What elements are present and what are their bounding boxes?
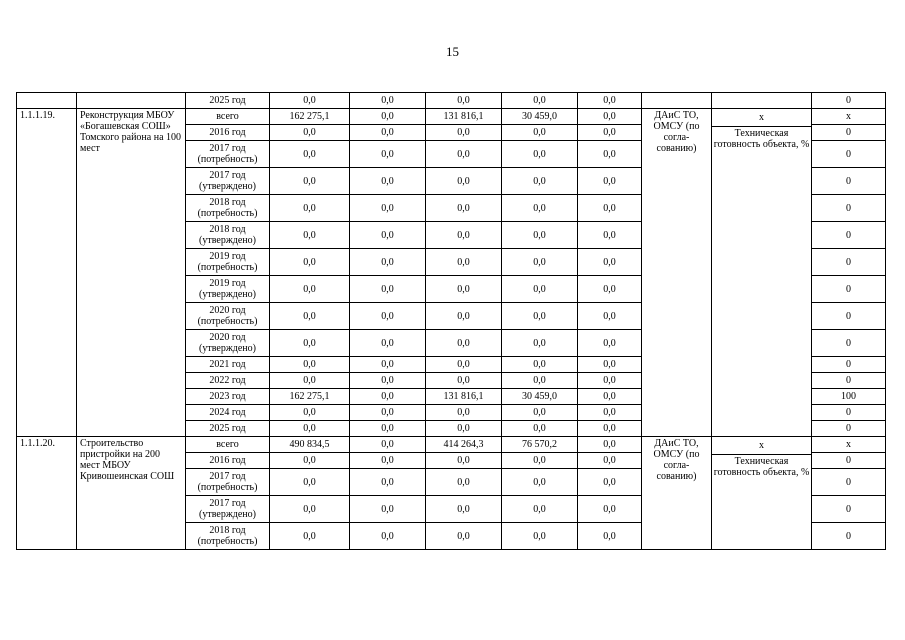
value-cell: 0,0 — [578, 330, 642, 357]
value-cell: 0,0 — [350, 421, 426, 437]
executor-cell-empty — [642, 93, 712, 109]
year-cell: 2017 год (потребность) — [186, 469, 270, 496]
value-cell: 0,0 — [426, 195, 502, 222]
indicator-value-cell: 0 — [812, 249, 886, 276]
value-cell: 0,0 — [350, 389, 426, 405]
value-cell: 30 459,0 — [502, 389, 578, 405]
indicator-value-cell: 0 — [812, 222, 886, 249]
value-cell: 0,0 — [502, 168, 578, 195]
value-cell: 0,0 — [502, 453, 578, 469]
value-cell: 0,0 — [350, 168, 426, 195]
value-cell: 0,0 — [270, 303, 350, 330]
indicator-value-cell: 0 — [812, 373, 886, 389]
value-cell: 0,0 — [426, 125, 502, 141]
year-cell: 2016 год — [186, 125, 270, 141]
value-cell: 0,0 — [270, 523, 350, 550]
project-code: 1.1.1.19. — [17, 109, 77, 437]
page-number: 15 — [446, 44, 459, 59]
table-row — [17, 437, 886, 453]
value-cell: 0,0 — [578, 141, 642, 168]
year-cell: всего — [186, 437, 270, 453]
value-cell: 0,0 — [350, 249, 426, 276]
value-cell: 0,0 — [426, 276, 502, 303]
value-cell: 0,0 — [502, 93, 578, 109]
value-cell: 0,0 — [270, 195, 350, 222]
indicator-x-mark: х — [712, 109, 811, 127]
value-cell: 0,0 — [502, 496, 578, 523]
value-cell: 0,0 — [426, 523, 502, 550]
value-cell: 0,0 — [270, 469, 350, 496]
value-cell: 490 834,5 — [270, 437, 350, 453]
indicator-value-cell: 0 — [812, 303, 886, 330]
value-cell: 0,0 — [350, 93, 426, 109]
value-cell: 0,0 — [350, 523, 426, 550]
value-cell: 0,0 — [426, 222, 502, 249]
value-cell: 0,0 — [502, 276, 578, 303]
indicator-value-cell: 0 — [812, 421, 886, 437]
value-cell: 0,0 — [502, 373, 578, 389]
value-cell: 0,0 — [350, 496, 426, 523]
value-cell: 0,0 — [270, 93, 350, 109]
indicator-cell-empty — [712, 93, 812, 109]
value-cell: 0,0 — [350, 405, 426, 421]
value-cell: 0,0 — [578, 405, 642, 421]
value-cell: 0,0 — [578, 496, 642, 523]
value-cell: 0,0 — [350, 276, 426, 303]
value-cell: 0,0 — [502, 330, 578, 357]
value-cell: 0,0 — [502, 222, 578, 249]
indicator-value-cell: 100 — [812, 389, 886, 405]
year-cell: всего — [186, 109, 270, 125]
value-cell: 0,0 — [350, 453, 426, 469]
value-cell: 0,0 — [270, 249, 350, 276]
year-cell: 2023 год — [186, 389, 270, 405]
value-cell: 0,0 — [426, 168, 502, 195]
value-cell: 0,0 — [350, 357, 426, 373]
value-cell: 0,0 — [502, 249, 578, 276]
year-cell: 2019 год (утверждено) — [186, 276, 270, 303]
value-cell: 0,0 — [426, 373, 502, 389]
indicator-value-cell: х — [812, 437, 886, 453]
indicator-name: Техническая готовность объекта, % — [713, 456, 810, 478]
value-cell: 162 275,1 — [270, 109, 350, 125]
year-cell: 2018 год (потребность) — [186, 195, 270, 222]
value-cell: 0,0 — [578, 168, 642, 195]
indicator-value-cell: 0 — [812, 523, 886, 550]
value-cell: 0,0 — [578, 373, 642, 389]
year-cell: 2018 год (утверждено) — [186, 222, 270, 249]
value-cell: 0,0 — [270, 276, 350, 303]
value-cell: 0,0 — [270, 168, 350, 195]
value-cell: 0,0 — [578, 303, 642, 330]
value-cell: 0,0 — [426, 421, 502, 437]
value-cell: 0,0 — [426, 496, 502, 523]
indicator-x-mark: х — [712, 437, 811, 455]
program-table — [16, 92, 886, 550]
value-cell: 0,0 — [350, 141, 426, 168]
value-cell: 0,0 — [270, 125, 350, 141]
indicator-cell — [712, 437, 812, 550]
value-cell: 0,0 — [426, 330, 502, 357]
value-cell: 0,0 — [578, 469, 642, 496]
value-cell: 0,0 — [426, 141, 502, 168]
indicator-value-cell: 0 — [812, 195, 886, 222]
value-cell: 131 816,1 — [426, 109, 502, 125]
value-cell: 0,0 — [270, 222, 350, 249]
code-cell-empty — [17, 93, 77, 109]
value-cell: 0,0 — [578, 389, 642, 405]
value-cell: 0,0 — [270, 453, 350, 469]
value-cell: 0,0 — [502, 421, 578, 437]
value-cell: 0,0 — [502, 405, 578, 421]
value-cell: 0,0 — [350, 330, 426, 357]
executor-cell: ДАиС ТО, ОМСУ (по согла-сованию) — [642, 437, 712, 550]
value-cell: 0,0 — [350, 195, 426, 222]
year-cell: 2017 год (потребность) — [186, 141, 270, 168]
value-cell: 0,0 — [270, 330, 350, 357]
value-cell: 0,0 — [502, 125, 578, 141]
value-cell: 0,0 — [578, 421, 642, 437]
value-cell: 0,0 — [350, 222, 426, 249]
project-name: Реконструкция МБОУ «Богашевская СОШ» Томского района на 100 мест — [77, 109, 186, 437]
value-cell: 0,0 — [426, 357, 502, 373]
value-cell: 0,0 — [270, 421, 350, 437]
value-cell: 0,0 — [578, 276, 642, 303]
value-cell: 0,0 — [578, 357, 642, 373]
value-cell: 0,0 — [270, 357, 350, 373]
value-cell: 0,0 — [578, 93, 642, 109]
value-cell: 0,0 — [426, 469, 502, 496]
project-code: 1.1.1.20. — [17, 437, 77, 550]
indicator-value-cell: 0 — [812, 330, 886, 357]
value-cell: 0,0 — [578, 523, 642, 550]
indicator-value-cell: х — [812, 109, 886, 125]
year-cell: 2022 год — [186, 373, 270, 389]
value-cell: 0,0 — [502, 357, 578, 373]
project-name: Строительство пристройки на 200 мест МБОУ Кривошеинская СОШ — [77, 437, 186, 550]
value-cell: 0,0 — [426, 405, 502, 421]
indicator-value-cell: 0 — [812, 141, 886, 168]
indicator-name: Техническая готовность объекта, % — [713, 128, 810, 150]
indicator-value-cell: 0 — [812, 469, 886, 496]
value-cell: 0,0 — [578, 222, 642, 249]
value-cell: 0,0 — [350, 303, 426, 330]
indicator-value-cell: 0 — [812, 453, 886, 469]
year-cell: 2024 год — [186, 405, 270, 421]
value-cell: 0,0 — [502, 523, 578, 550]
indicator-value-cell: 0 — [812, 496, 886, 523]
value-cell: 0,0 — [578, 249, 642, 276]
year-cell: 2017 год (утверждено) — [186, 168, 270, 195]
indicator-value-cell: 0 — [812, 276, 886, 303]
value-cell: 0,0 — [350, 109, 426, 125]
value-cell: 0,0 — [270, 141, 350, 168]
value-cell: 0,0 — [502, 303, 578, 330]
indicator-value-cell: 0 — [812, 405, 886, 421]
value-cell: 0,0 — [578, 109, 642, 125]
value-cell: 0,0 — [502, 469, 578, 496]
year-cell: 2016 год — [186, 453, 270, 469]
indicator-value-cell: 0 — [812, 357, 886, 373]
indicator-value-cell: 0 — [812, 125, 886, 141]
value-cell: 0,0 — [426, 453, 502, 469]
value-cell: 0,0 — [350, 437, 426, 453]
value-cell: 414 264,3 — [426, 437, 502, 453]
value-cell: 0,0 — [270, 496, 350, 523]
value-cell: 0,0 — [270, 405, 350, 421]
value-cell: 30 459,0 — [502, 109, 578, 125]
table-row — [17, 109, 886, 125]
value-cell: 0,0 — [502, 195, 578, 222]
value-cell: 0,0 — [350, 125, 426, 141]
value-cell: 76 570,2 — [502, 437, 578, 453]
year-cell: 2020 год (утверждено) — [186, 330, 270, 357]
year-cell: 2018 год (потребность) — [186, 523, 270, 550]
year-cell: 2021 год — [186, 357, 270, 373]
value-cell: 0,0 — [426, 93, 502, 109]
table-row — [17, 93, 886, 109]
year-cell: 2020 год (потребность) — [186, 303, 270, 330]
value-cell: 0,0 — [578, 437, 642, 453]
executor-cell: ДАиС ТО, ОМСУ (по согла-сованию) — [642, 109, 712, 437]
year-cell: 2017 год (утверждено) — [186, 496, 270, 523]
indicator-cell — [712, 109, 812, 437]
value-cell: 0,0 — [578, 453, 642, 469]
value-cell: 0,0 — [426, 249, 502, 276]
value-cell: 0,0 — [578, 195, 642, 222]
value-cell: 0,0 — [350, 373, 426, 389]
value-cell: 0,0 — [502, 141, 578, 168]
name-cell-empty — [77, 93, 186, 109]
year-cell: 2019 год (потребность) — [186, 249, 270, 276]
value-cell: 0,0 — [270, 373, 350, 389]
value-cell: 162 275,1 — [270, 389, 350, 405]
value-cell: 131 816,1 — [426, 389, 502, 405]
year-cell: 2025 год — [186, 93, 270, 109]
table-body — [17, 93, 886, 550]
value-cell: 0,0 — [578, 125, 642, 141]
value-cell: 0,0 — [426, 303, 502, 330]
value-cell: 0,0 — [350, 469, 426, 496]
indicator-value-cell: 0 — [812, 93, 886, 109]
indicator-value-cell: 0 — [812, 168, 886, 195]
year-cell: 2025 год — [186, 421, 270, 437]
